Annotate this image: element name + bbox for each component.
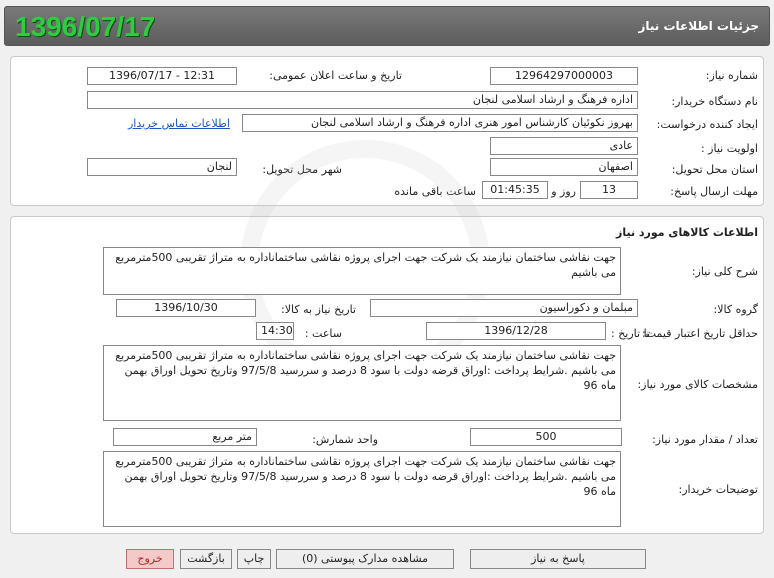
days-field: 13 bbox=[580, 181, 638, 199]
validity-label: حداقل تاریخ اعتبار قیمت: bbox=[642, 327, 758, 340]
province-field: اصفهان bbox=[490, 158, 638, 176]
specs-label: مشخصات کالای مورد نیاز: bbox=[637, 378, 758, 391]
announce-datetime-label: تاریخ و ساعت اعلان عمومی: bbox=[269, 69, 402, 82]
province-label: استان محل تحویل: bbox=[671, 163, 758, 176]
contact-buyer-link[interactable]: اطلاعات تماس خریدار bbox=[128, 117, 230, 130]
city-field: لنجان bbox=[87, 158, 237, 176]
group-label: گروه کالا: bbox=[713, 303, 758, 316]
summary-field: جهت نقاشی ساختمان نیازمند یک شرکت جهت اجرای پروژه نقاشی ساختماناداره به متراژ تقریبی 500مترمربع می باشیم bbox=[103, 247, 621, 295]
hour-label: ساعت : bbox=[304, 327, 342, 340]
priority-label: اولویت نیاز : bbox=[700, 142, 758, 155]
buyer-field: اداره فرهنگ و ارشاد اسلامی لنجان bbox=[87, 91, 638, 109]
unit-label: واحد شمارش: bbox=[312, 433, 378, 446]
buyer-notes-label: توضیحات خریدار: bbox=[678, 483, 758, 496]
need-number-label: شماره نیاز: bbox=[705, 69, 758, 82]
page-title: جزئیات اطلاعات نیاز bbox=[638, 19, 759, 33]
unit-field: متر مربع bbox=[113, 428, 257, 446]
buyer-notes-field: جهت نقاشی ساختمان نیازمند یک شرکت جهت اجرای پروژه نقاشی ساختماناداره به متراژ تقریبی 500مترمربع می باشیم .شرایط پرداخت :اوراق قرضه دولت با سود 8 درصد و سررسید 97/5/8 وتاریخ تحویل اوراق بهمن ماه 96 bbox=[103, 451, 621, 527]
exit-button[interactable]: خروج bbox=[126, 549, 174, 569]
announce-date: 1396/07/17 bbox=[15, 11, 156, 42]
reply-button[interactable]: پاسخ به نیاز bbox=[470, 549, 646, 569]
need-date-field: 1396/10/30 bbox=[116, 299, 256, 317]
deadline-label: مهلت ارسال پاسخ: bbox=[670, 185, 758, 198]
qty-label: تعداد / مقدار مورد نیاز: bbox=[652, 433, 758, 446]
creator-label: ایجاد کننده درخواست: bbox=[656, 118, 758, 131]
priority-field: عادی bbox=[490, 137, 638, 155]
attachments-button[interactable]: مشاهده مدارک پیوستی (0) bbox=[276, 549, 454, 569]
specs-field: جهت نقاشی ساختمان نیازمند یک شرکت جهت اجرای پروژه نقاشی ساختماناداره به متراژ تقریبی 500مترمربع می باشیم .شرایط پرداخت :اوراق قرضه دولت با سود 8 درصد و سررسید 97/5/8 وتاریخ تحویل اوراق بهمن ماه 96 bbox=[103, 345, 621, 421]
until-date-label: تا تاریخ : bbox=[611, 327, 650, 340]
title-bar bbox=[4, 6, 770, 46]
buyer-label: نام دستگاه خریدار: bbox=[671, 95, 758, 108]
announce-datetime-field: 1396/07/17 - 12:31 bbox=[87, 67, 237, 85]
back-button[interactable]: بازگشت bbox=[180, 549, 232, 569]
group-field: مبلمان و دکوراسیون bbox=[370, 299, 638, 317]
creator-field: بهروز نکوئیان کارشناس امور هنری اداره فرهنگ و ارشاد اسلامی لنجان bbox=[242, 114, 638, 132]
need-date-label: تاریخ نیاز به کالا: bbox=[281, 303, 356, 316]
goods-section-title: اطلاعات کالاهای مورد نیاز bbox=[616, 226, 758, 239]
time-left-label: ساعت باقی مانده bbox=[394, 185, 476, 198]
print-button[interactable]: چاپ bbox=[237, 549, 271, 569]
hour-field: 14:30 bbox=[256, 322, 294, 340]
city-label: شهر محل تحویل: bbox=[262, 163, 342, 176]
summary-label: شرح کلی نیاز: bbox=[691, 265, 758, 278]
until-date-field: 1396/12/28 bbox=[426, 322, 606, 340]
days-label: روز و bbox=[551, 185, 576, 198]
time-left-field: 01:45:35 bbox=[482, 181, 548, 199]
qty-field: 500 bbox=[470, 428, 622, 446]
need-number-field: 12964297000003 bbox=[490, 67, 638, 85]
